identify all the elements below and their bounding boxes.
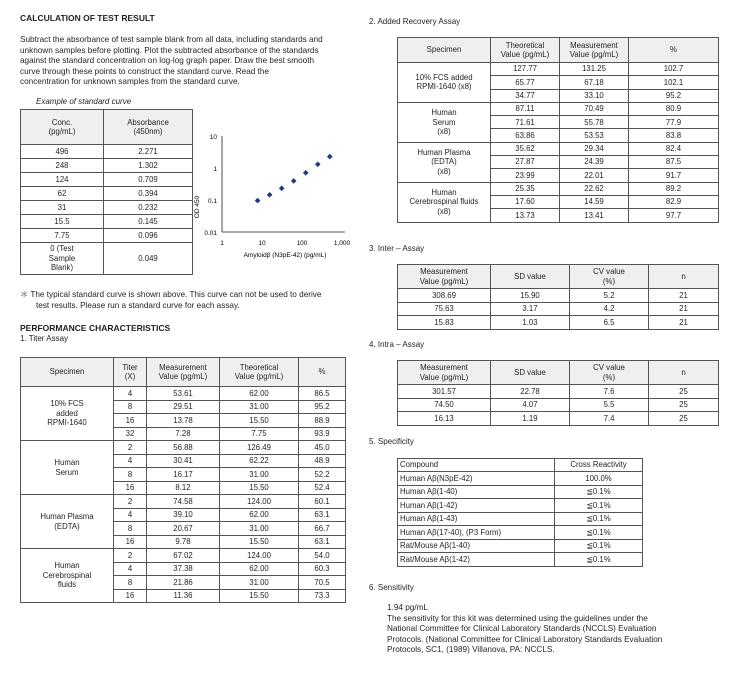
table-cell: 25 — [649, 412, 719, 426]
specimen-cell: 10% FCS added RPMI-1640 — [21, 387, 114, 441]
table-cell: 124.00 — [220, 495, 299, 509]
table-cell: 55.78 — [560, 116, 629, 129]
table-cell: 102.1 — [629, 76, 719, 89]
table-cell: 87.11 — [491, 102, 560, 115]
table-row — [398, 289, 719, 303]
table-cell: 7.75 — [220, 427, 299, 441]
table-cell: 15.50 — [220, 535, 299, 549]
table-cell: 4 — [114, 508, 147, 522]
table-cell: 4 — [114, 387, 147, 401]
spec-header-compound: Compound — [398, 459, 555, 472]
table-cell: 29.34 — [560, 142, 629, 155]
data-point — [327, 154, 333, 160]
table-cell: 87.5 — [629, 156, 719, 169]
compound-cell: Human Aβ(1-40) — [398, 485, 555, 499]
table-cell: 29.51 — [147, 400, 220, 414]
table-cell: 3.17 — [491, 302, 570, 316]
table-cell: 75.63 — [398, 302, 491, 316]
table-cell: 63.86 — [491, 129, 560, 142]
table-cell: 62.22 — [220, 454, 299, 468]
example-caption: Example of standard curve — [36, 97, 132, 106]
standard-table — [20, 109, 193, 275]
table-cell: 53.61 — [147, 387, 220, 401]
table-cell: 15.50 — [220, 481, 299, 495]
table-cell: 8 — [114, 400, 147, 414]
table-cell: 4.2 — [570, 302, 649, 316]
table-cell: 66.7 — [299, 522, 346, 536]
table-cell: 30.41 — [147, 454, 220, 468]
compound-cell: Human Aβ(1-43) — [398, 512, 555, 526]
titer-header-titer: Titer (X) — [114, 358, 147, 387]
table-row — [398, 553, 643, 567]
std-header-conc: Conc. (pg/mL) — [21, 110, 104, 145]
table-cell: 91.7 — [629, 169, 719, 182]
table-cell: 39.10 — [147, 508, 220, 522]
table-cell: 20.67 — [147, 522, 220, 536]
table-cell: 102.7 — [629, 63, 719, 76]
table-cell: 74.50 — [398, 398, 491, 412]
table-cell: 32 — [114, 427, 147, 441]
table-cell: 4 — [114, 454, 147, 468]
table-cell: 8 — [114, 522, 147, 536]
data-point — [267, 192, 273, 198]
table-cell: 15.90 — [491, 289, 570, 303]
table-cell: 27.87 — [491, 156, 560, 169]
table-cell: 8 — [114, 576, 147, 590]
recovery-header-percent: % — [629, 38, 719, 63]
x-axis-label: Amyloidβ (N3pE-42) (pg/mL) — [243, 252, 327, 259]
table-cell: 21 — [649, 316, 719, 330]
titer-header-measurement: Measurement Value (pg/mL) — [147, 358, 220, 387]
table-cell: 52.2 — [299, 468, 346, 482]
std-header-abs: Absorbance (450nm) — [104, 110, 193, 145]
compound-cell: Rat/Mouse Aβ(1-40) — [398, 539, 555, 553]
table-cell: 63.1 — [299, 508, 346, 522]
table-row: 62 0.394 — [21, 187, 193, 201]
table-cell: 63.1 — [299, 535, 346, 549]
table-cell: 17.60 — [491, 195, 560, 208]
compound-cell: Human Aβ(N3pE-42) — [398, 472, 555, 486]
table-row: 31 0.232 — [21, 201, 193, 215]
specimen-cell: 10% FCS added RPMI-1640 (x8) — [398, 63, 491, 103]
table-cell: 88.9 — [299, 414, 346, 428]
table-cell: 21.86 — [147, 576, 220, 590]
table-cell: 24.39 — [560, 156, 629, 169]
table-row: 0 (Test Sample Blank) 0.049 — [21, 243, 193, 275]
table-cell: 16.17 — [147, 468, 220, 482]
table-row — [21, 495, 346, 509]
titer-header-specimen: Specimen — [21, 358, 114, 387]
note-line: test results. Please run a standard curve for each assay. — [36, 300, 240, 310]
sensitivity-line: National Committee for Clinical Laboratory Standards (NCCLS) Evaluation — [387, 624, 657, 633]
table-cell: 7.28 — [147, 427, 220, 441]
table-cell: 77.9 — [629, 116, 719, 129]
y-tick-label: 10 — [209, 134, 217, 141]
table-cell: 31.00 — [220, 400, 299, 414]
table-cell: 127.77 — [491, 63, 560, 76]
inter-header-measurement: Measurement Value (pg/mL) — [398, 265, 491, 289]
table-cell: 82.4 — [629, 142, 719, 155]
recovery-header-measurement: Measurement Value (pg/mL) — [560, 38, 629, 63]
calc-paragraph — [20, 35, 360, 88]
data-point — [315, 161, 321, 167]
inter-header-cv: CV value (%) — [570, 265, 649, 289]
table-cell: 16 — [114, 414, 147, 428]
specimen-cell: Human Cerebrospinal fluids (x8) — [398, 182, 491, 222]
sensitivity-value: 1.94 pg/mL — [387, 603, 428, 612]
inter-table — [397, 264, 719, 330]
x-tick-label: 100 — [296, 240, 308, 247]
paragraph-line: against the standard concentration on log-log graph paper. Draw the best smooth — [20, 56, 315, 65]
table-cell: 9.78 — [147, 535, 220, 549]
table-row — [398, 539, 643, 553]
table-cell: 56.88 — [147, 441, 220, 455]
table-cell: 8.12 — [147, 481, 220, 495]
table-cell: 65.77 — [491, 76, 560, 89]
table-row — [398, 182, 719, 195]
reactivity-cell: ≦0.1% — [555, 539, 643, 553]
table-row: 124 0.709 — [21, 173, 193, 187]
specimen-cell: Human Plasma (EDTA) — [21, 495, 114, 549]
performance-title: PERFORMANCE CHARACTERISTICS — [20, 323, 171, 333]
x-tick-label: 1,000 — [333, 240, 351, 247]
paragraph-line: concentration for unknown samples from the standard curve. — [20, 77, 240, 86]
compound-cell: Rat/Mouse Aβ(1-42) — [398, 553, 555, 567]
table-cell: 16 — [114, 589, 147, 603]
table-row — [398, 412, 719, 426]
x-tick-label: 10 — [258, 240, 266, 247]
table-cell: 21 — [649, 302, 719, 316]
specimen-cell: Human Cerebrospinal fluids — [21, 549, 114, 603]
table-cell: 16.13 — [398, 412, 491, 426]
table-cell: 74.58 — [147, 495, 220, 509]
table-cell: 86.5 — [299, 387, 346, 401]
standard-curve-chart — [190, 128, 360, 263]
table-cell: 95.2 — [299, 400, 346, 414]
table-cell: 31.00 — [220, 468, 299, 482]
data-point — [291, 178, 297, 184]
table-cell: 31.00 — [220, 576, 299, 590]
paragraph-line: Subtract the absorbance of test sample blank from all data, including standards and — [20, 35, 323, 44]
table-row — [398, 499, 643, 513]
table-row: 15.5 0.145 — [21, 215, 193, 229]
x-tick-label: 1 — [220, 240, 224, 247]
compound-cell: Human Aβ(17-40), (P3 Form) — [398, 526, 555, 540]
recovery-heading: 2. Added Recovery Assay — [369, 17, 461, 26]
table-cell: 11.36 — [147, 589, 220, 603]
table-cell: 34.77 — [491, 89, 560, 102]
reactivity-cell: 100.0% — [555, 472, 643, 486]
table-row — [398, 512, 643, 526]
table-cell: 13.41 — [560, 209, 629, 222]
table-row — [21, 549, 346, 563]
table-cell: 15.50 — [220, 414, 299, 428]
recovery-header-specimen: Specimen — [398, 38, 491, 63]
table-cell: 14.59 — [560, 195, 629, 208]
sensitivity-block — [387, 603, 707, 656]
y-tick-label: 0.01 — [204, 230, 217, 237]
table-cell: 70.5 — [299, 576, 346, 590]
recovery-header-theoretical: Theoretical Value (pg/mL) — [491, 38, 560, 63]
table-cell: 25 — [649, 398, 719, 412]
table-cell: 93.9 — [299, 427, 346, 441]
table-cell: 31.00 — [220, 522, 299, 536]
table-cell: 89.2 — [629, 182, 719, 195]
table-row: 496 2.271 — [21, 145, 193, 159]
specificity-heading: 5. Specificity — [369, 437, 414, 446]
paragraph-line: unknown samples before plotting. Plot the subtracted absorbance of the standards — [20, 45, 319, 55]
table-cell: 13.73 — [491, 209, 560, 222]
table-cell: 22.62 — [560, 182, 629, 195]
curve-note — [20, 290, 365, 311]
table-cell: 126.49 — [220, 441, 299, 455]
sensitivity-line: Protocols. (National Committee for Clinical Laboratory Standards Evaluation — [387, 634, 663, 644]
intra-header-sd: SD value — [491, 361, 570, 385]
table-cell: 16 — [114, 481, 147, 495]
table-row — [398, 398, 719, 412]
data-point — [279, 185, 285, 191]
table-cell: 5.5 — [570, 398, 649, 412]
spec-header-reactivity: Cross Reactivity — [555, 459, 643, 472]
table-cell: 15.50 — [220, 589, 299, 603]
titer-header-theoretical: Theoretical Value (pg/mL) — [220, 358, 299, 387]
specificity-table — [397, 458, 643, 567]
intra-header-cv: CV value (%) — [570, 361, 649, 385]
table-row — [21, 387, 346, 401]
specimen-cell: Human Serum — [21, 441, 114, 495]
table-cell: 25.35 — [491, 182, 560, 195]
data-points — [255, 154, 333, 204]
reactivity-cell: ≦0.1% — [555, 553, 643, 567]
table-cell: 16 — [114, 535, 147, 549]
table-cell: 82.9 — [629, 195, 719, 208]
titer-header-percent: % — [299, 358, 346, 387]
table-cell: 308.69 — [398, 289, 491, 303]
table-cell: 7.4 — [570, 412, 649, 426]
paragraph-line: curve through these points to construct the standard curve. Read the — [20, 66, 269, 76]
data-point — [255, 198, 261, 204]
specimen-cell: Human Plasma (EDTA) (x8) — [398, 142, 491, 182]
table-cell: 60.1 — [299, 495, 346, 509]
table-cell: 13.78 — [147, 414, 220, 428]
table-cell: 131.25 — [560, 63, 629, 76]
table-cell: 5.2 — [570, 289, 649, 303]
table-cell: 301.57 — [398, 385, 491, 399]
reactivity-cell: ≦0.1% — [555, 526, 643, 540]
table-cell: 67.18 — [560, 76, 629, 89]
table-cell: 8 — [114, 468, 147, 482]
table-cell: 70.49 — [560, 102, 629, 115]
sensitivity-line: The sensitivity for this kit was determined using the guidelines under the — [387, 613, 648, 623]
specimen-cell: Human Serum (x8) — [398, 102, 491, 142]
table-row — [21, 441, 346, 455]
intra-header-measurement: Measurement Value (pg/mL) — [398, 361, 491, 385]
table-row — [398, 485, 643, 499]
table-cell: 2 — [114, 441, 147, 455]
table-row — [398, 63, 719, 76]
table-cell: 52.4 — [299, 481, 346, 495]
table-cell: 80.9 — [629, 102, 719, 115]
table-row — [398, 472, 643, 486]
table-row — [398, 385, 719, 399]
table-cell: 6.5 — [570, 316, 649, 330]
table-cell: 83.8 — [629, 129, 719, 142]
reactivity-cell: ≦0.1% — [555, 485, 643, 499]
intra-heading: 4. Intra – Assay — [369, 340, 425, 349]
y-tick-label: 1 — [213, 166, 217, 173]
table-row — [398, 102, 719, 115]
titer-table — [20, 357, 346, 603]
data-point — [303, 170, 309, 176]
table-cell: 73.3 — [299, 589, 346, 603]
table-cell: 4.07 — [491, 398, 570, 412]
table-row: 7.75 0.096 — [21, 229, 193, 243]
calc-title: CALCULATION OF TEST RESULT — [20, 13, 155, 23]
table-cell: 7.6 — [570, 385, 649, 399]
table-cell: 2 — [114, 549, 147, 563]
sensitivity-heading: 6. Sensitivity — [369, 583, 414, 592]
table-cell: 71.61 — [491, 116, 560, 129]
table-cell: 54.0 — [299, 549, 346, 563]
table-cell: 48.9 — [299, 454, 346, 468]
reactivity-cell: ≦0.1% — [555, 499, 643, 513]
table-cell: 1.19 — [491, 412, 570, 426]
inter-header-n: n — [649, 265, 719, 289]
table-cell: 37.38 — [147, 562, 220, 576]
table-cell: 62.00 — [220, 508, 299, 522]
table-cell: 53.53 — [560, 129, 629, 142]
table-cell: 25 — [649, 385, 719, 399]
table-cell: 4 — [114, 562, 147, 576]
table-cell: 62.00 — [220, 387, 299, 401]
table-cell: 124.00 — [220, 549, 299, 563]
table-row — [398, 526, 643, 540]
titer-heading: 1. Titer Assay — [20, 334, 69, 343]
table-cell: 22.01 — [560, 169, 629, 182]
inter-heading: 3. Inter – Assay — [369, 244, 425, 253]
table-cell: 60.3 — [299, 562, 346, 576]
table-cell: 62.00 — [220, 562, 299, 576]
table-row — [398, 316, 719, 330]
recovery-table — [397, 37, 719, 223]
reactivity-cell: ≦0.1% — [555, 512, 643, 526]
table-cell: 45.0 — [299, 441, 346, 455]
table-cell: 22.78 — [491, 385, 570, 399]
table-cell: 97.7 — [629, 209, 719, 222]
table-cell: 95.2 — [629, 89, 719, 102]
y-axis-label: OD 450 — [194, 195, 201, 219]
table-row: 248 1.302 — [21, 159, 193, 173]
intra-table — [397, 360, 719, 426]
note-line: ＊ The typical standard curve is shown above. This curve can not be used to derive — [20, 290, 322, 299]
table-cell: 2 — [114, 495, 147, 509]
intra-header-n: n — [649, 361, 719, 385]
table-cell: 21 — [649, 289, 719, 303]
y-tick-label: 0.1 — [207, 198, 217, 205]
sensitivity-line: Protocols, SC1, (1989) Villanova, PA: NCCLS. — [387, 645, 555, 654]
table-cell: 33.10 — [560, 89, 629, 102]
inter-header-sd: SD value — [491, 265, 570, 289]
table-row — [398, 142, 719, 155]
table-cell: 1.03 — [491, 316, 570, 330]
compound-cell: Human Aβ(1-42) — [398, 499, 555, 513]
table-row — [398, 302, 719, 316]
table-cell: 35.62 — [491, 142, 560, 155]
table-cell: 67.02 — [147, 549, 220, 563]
table-cell: 15.83 — [398, 316, 491, 330]
table-cell: 23.99 — [491, 169, 560, 182]
